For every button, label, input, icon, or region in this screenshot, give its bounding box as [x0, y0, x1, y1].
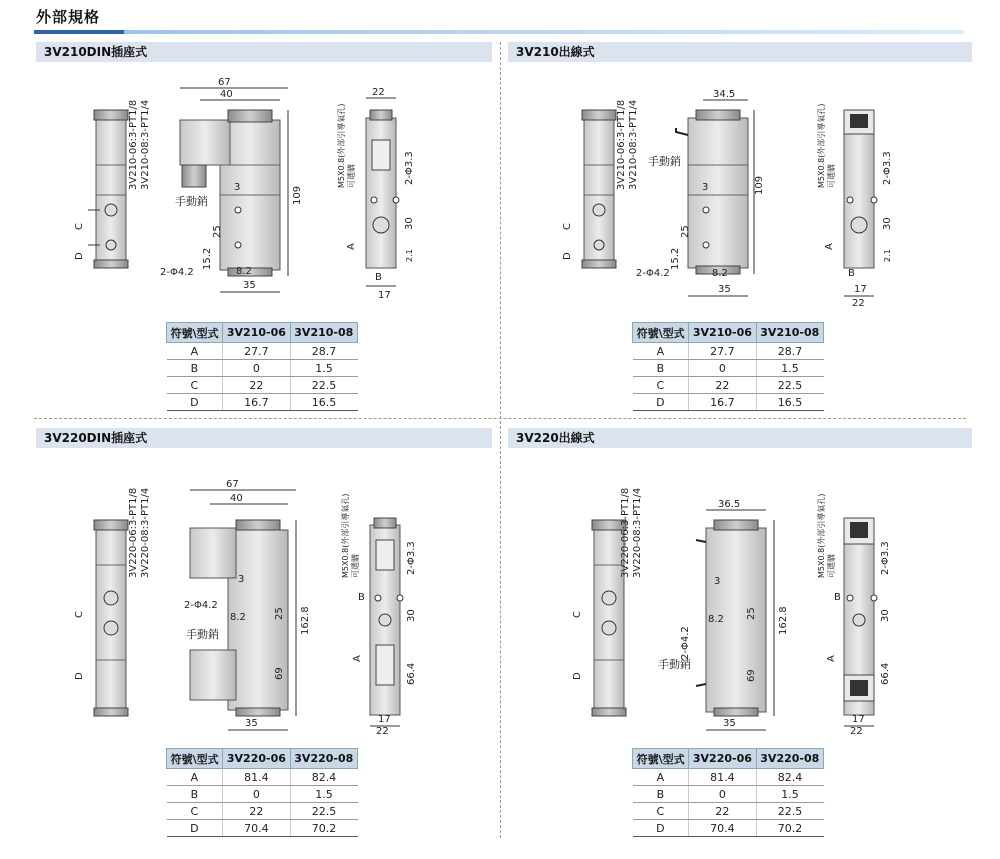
dim-C: C	[74, 611, 85, 618]
table-cell: 0	[223, 360, 290, 377]
table-cell: A	[633, 769, 689, 786]
dim-22: 22	[850, 726, 863, 737]
table-cell: C	[633, 803, 689, 820]
table-row	[633, 360, 824, 377]
table-cell: 1.5	[756, 786, 823, 803]
dim-A: A	[824, 243, 835, 250]
table-header: 符號\型式	[633, 323, 689, 343]
table-header: 符號\型式	[167, 749, 223, 769]
port-note: M5X0.8(外部引導氣孔)	[817, 103, 826, 188]
spec-table-3v220-wire	[632, 748, 824, 837]
table-header: 3V220-08	[290, 749, 357, 769]
dim-22: 22	[852, 298, 865, 309]
table-row	[167, 820, 358, 837]
dim-A: A	[826, 655, 837, 662]
table-cell: 22	[689, 803, 756, 820]
dim-152: 15.2	[670, 247, 681, 270]
table-cell: 1.5	[290, 360, 357, 377]
dim-25: 25	[746, 607, 757, 620]
table-header: 3V220-06	[223, 749, 290, 769]
dim-109: 109	[292, 185, 303, 205]
dim-82: 8.2	[236, 266, 252, 277]
dim-D: D	[562, 252, 573, 260]
table-row	[633, 786, 824, 803]
side-holes-label: 2-Φ3.3	[404, 151, 415, 185]
dim-365: 36.5	[718, 499, 741, 510]
dim-21: 2.1	[883, 249, 892, 262]
table-cell: B	[167, 360, 223, 377]
drawing-3v220-din	[60, 470, 480, 740]
port-label-2: 3V220-08:3-PT1/4	[140, 487, 151, 578]
dim-17: 17	[378, 290, 391, 301]
table-cell: 22.5	[290, 377, 357, 394]
table-cell: 1.5	[290, 786, 357, 803]
drawing-3v210-din	[60, 70, 480, 305]
table-cell: A	[167, 343, 223, 360]
table-cell: D	[167, 820, 223, 837]
dim-30: 30	[406, 609, 417, 622]
port-note: M5X0.8(外部引導氣孔)	[341, 493, 350, 578]
dim-30: 30	[882, 217, 893, 230]
dim-152: 15.2	[202, 247, 213, 270]
dim-D: D	[74, 252, 85, 260]
dim-C: C	[572, 611, 583, 618]
port-note: M5X0.8(外部引導氣孔)	[817, 493, 826, 578]
page-title: 外部規格	[36, 8, 101, 26]
dim-B: B	[848, 268, 855, 279]
table-header: 3V210-08	[756, 323, 823, 343]
table-cell: B	[633, 786, 689, 803]
table-row	[633, 820, 824, 837]
dim-D: D	[74, 672, 85, 680]
holes-label: 2-Φ4.2	[160, 267, 194, 278]
dim-D: D	[572, 672, 583, 680]
table-row	[167, 769, 358, 786]
dim-3: 3	[702, 182, 709, 193]
dim-1628: 162.8	[778, 606, 789, 635]
spec-table-3v210-wire	[632, 322, 824, 411]
table-cell: 28.7	[756, 343, 823, 360]
dim-17: 17	[378, 714, 391, 725]
dim-40: 40	[230, 493, 243, 504]
table-row	[633, 803, 824, 820]
table-cell: 81.4	[223, 769, 290, 786]
table-row	[167, 394, 358, 411]
table-row	[167, 377, 358, 394]
table-cell: 22.5	[290, 803, 357, 820]
table-cell: 22	[689, 377, 756, 394]
drawing-3v210-wire	[548, 70, 968, 315]
dim-B: B	[834, 592, 841, 603]
table-cell: 22	[223, 803, 290, 820]
table-cell: 70.2	[290, 820, 357, 837]
dim-69: 69	[746, 669, 757, 682]
dim-82: 8.2	[712, 268, 728, 279]
table-cell: 82.4	[290, 769, 357, 786]
table-header: 符號\型式	[633, 749, 689, 769]
title-rule	[34, 30, 964, 34]
dim-25: 25	[680, 225, 691, 238]
table-cell: C	[167, 803, 223, 820]
dim-25: 25	[274, 607, 285, 620]
table-row	[167, 360, 358, 377]
spec-table-3v210-din	[166, 322, 358, 411]
dim-17: 17	[854, 284, 867, 295]
manual-pin-label: 手動銷	[648, 155, 681, 168]
port-label-2: 3V210-08:3-PT1/4	[628, 99, 639, 190]
section-title-3v210-wire: 3V210出線式	[508, 42, 972, 62]
dim-C: C	[562, 223, 573, 230]
table-cell: C	[633, 377, 689, 394]
dim-35: 35	[723, 718, 736, 729]
section-title-3v210-din: 3V210DIN插座式	[36, 42, 492, 62]
table-cell: 22.5	[756, 803, 823, 820]
section-title-3v220-wire: 3V220出線式	[508, 428, 972, 448]
table-cell: D	[633, 820, 689, 837]
dim-30: 30	[404, 217, 415, 230]
table-cell: 28.7	[290, 343, 357, 360]
dim-35: 35	[718, 284, 731, 295]
table-row	[633, 769, 824, 786]
dim-B: B	[358, 592, 365, 603]
table-cell: 0	[223, 786, 290, 803]
dim-82: 8.2	[708, 614, 724, 625]
table-cell: 0	[689, 786, 756, 803]
table-header: 3V210-06	[689, 323, 756, 343]
dim-3: 3	[714, 576, 721, 587]
table-cell: 16.7	[689, 394, 756, 411]
table-cell: D	[167, 394, 223, 411]
table-row	[167, 786, 358, 803]
dim-1628: 162.8	[300, 606, 311, 635]
table-cell: 82.4	[756, 769, 823, 786]
dim-67: 67	[226, 479, 239, 490]
table-cell: 70.4	[689, 820, 756, 837]
holes-label: 2-Φ4.2	[636, 268, 670, 279]
side-holes-label: 2-Φ3.3	[880, 541, 891, 575]
dim-67: 67	[218, 77, 231, 88]
dim-35: 35	[245, 718, 258, 729]
table-cell: 70.4	[223, 820, 290, 837]
table-cell: A	[167, 769, 223, 786]
dim-22-top: 22	[372, 87, 385, 98]
port-note-2: 可選購	[351, 554, 360, 578]
dim-21: 2.1	[405, 249, 414, 262]
table-header: 3V220-06	[689, 749, 756, 769]
table-row	[633, 394, 824, 411]
table-header: 符號\型式	[167, 323, 223, 343]
table-cell: D	[633, 394, 689, 411]
port-label-1: 3V210-06:3-PT1/8	[128, 99, 139, 190]
dim-82: 8.2	[230, 612, 246, 623]
port-note: M5X0.8(外部引導氣孔)	[337, 103, 346, 188]
table-cell: B	[633, 360, 689, 377]
port-label-1: 3V220-06:3-PT1/8	[620, 487, 631, 578]
dim-30: 30	[880, 609, 891, 622]
dim-69: 69	[274, 667, 285, 680]
table-cell: C	[167, 377, 223, 394]
horizontal-divider	[34, 418, 966, 419]
dim-35: 35	[243, 280, 256, 291]
table-cell: 16.5	[756, 394, 823, 411]
side-holes-label: 2-Φ3.3	[882, 151, 893, 185]
manual-pin-label: 手動銷	[658, 658, 691, 671]
dim-22: 22	[376, 726, 389, 737]
table-cell: 0	[689, 360, 756, 377]
table-cell: B	[167, 786, 223, 803]
dim-109: 109	[754, 175, 765, 195]
drawing-3v220-wire	[548, 470, 968, 740]
table-cell: A	[633, 343, 689, 360]
dim-17: 17	[852, 714, 865, 725]
dim-664: 66.4	[406, 662, 417, 685]
side-holes-label: 2-Φ3.3	[406, 541, 417, 575]
dim-B: B	[375, 272, 382, 283]
port-note-2: 可選購	[347, 164, 356, 188]
port-label-1: 3V220-06:3-PT1/8	[128, 487, 139, 578]
manual-pin-label: 手動銷	[186, 628, 219, 641]
port-label-2: 3V210-08:3-PT1/4	[140, 99, 151, 190]
table-cell: 81.4	[689, 769, 756, 786]
dim-3: 3	[234, 182, 241, 193]
table-cell: 16.5	[290, 394, 357, 411]
table-cell: 22	[223, 377, 290, 394]
dim-25: 25	[212, 225, 223, 238]
port-label-1: 3V210-06:3-PT1/8	[616, 99, 627, 190]
dim-C: C	[74, 223, 85, 230]
port-note-2: 可選購	[827, 554, 836, 578]
vertical-divider	[500, 42, 501, 838]
dim-40: 40	[220, 89, 233, 100]
port-label-2: 3V220-08:3-PT1/4	[632, 487, 643, 578]
table-row	[167, 803, 358, 820]
dim-A: A	[346, 243, 357, 250]
table-cell: 22.5	[756, 377, 823, 394]
holes-label: 2-Φ4.2	[680, 626, 691, 660]
table-row	[167, 343, 358, 360]
holes-label: 2-Φ4.2	[184, 600, 218, 611]
table-row	[633, 377, 824, 394]
table-header: 3V210-08	[290, 323, 357, 343]
table-header: 3V210-06	[223, 323, 290, 343]
dim-3: 3	[238, 574, 245, 585]
table-cell: 27.7	[689, 343, 756, 360]
manual-pin-label: 手動銷	[175, 195, 208, 208]
table-cell: 16.7	[223, 394, 290, 411]
section-title-3v220-din: 3V220DIN插座式	[36, 428, 492, 448]
table-cell: 27.7	[223, 343, 290, 360]
table-row	[633, 343, 824, 360]
spec-table-3v220-din	[166, 748, 358, 837]
table-header: 3V220-08	[756, 749, 823, 769]
dim-664: 66.4	[880, 662, 891, 685]
table-cell: 1.5	[756, 360, 823, 377]
dim-A: A	[352, 655, 363, 662]
port-note-2: 可選購	[827, 164, 836, 188]
table-cell: 70.2	[756, 820, 823, 837]
dim-345: 34.5	[713, 89, 736, 100]
